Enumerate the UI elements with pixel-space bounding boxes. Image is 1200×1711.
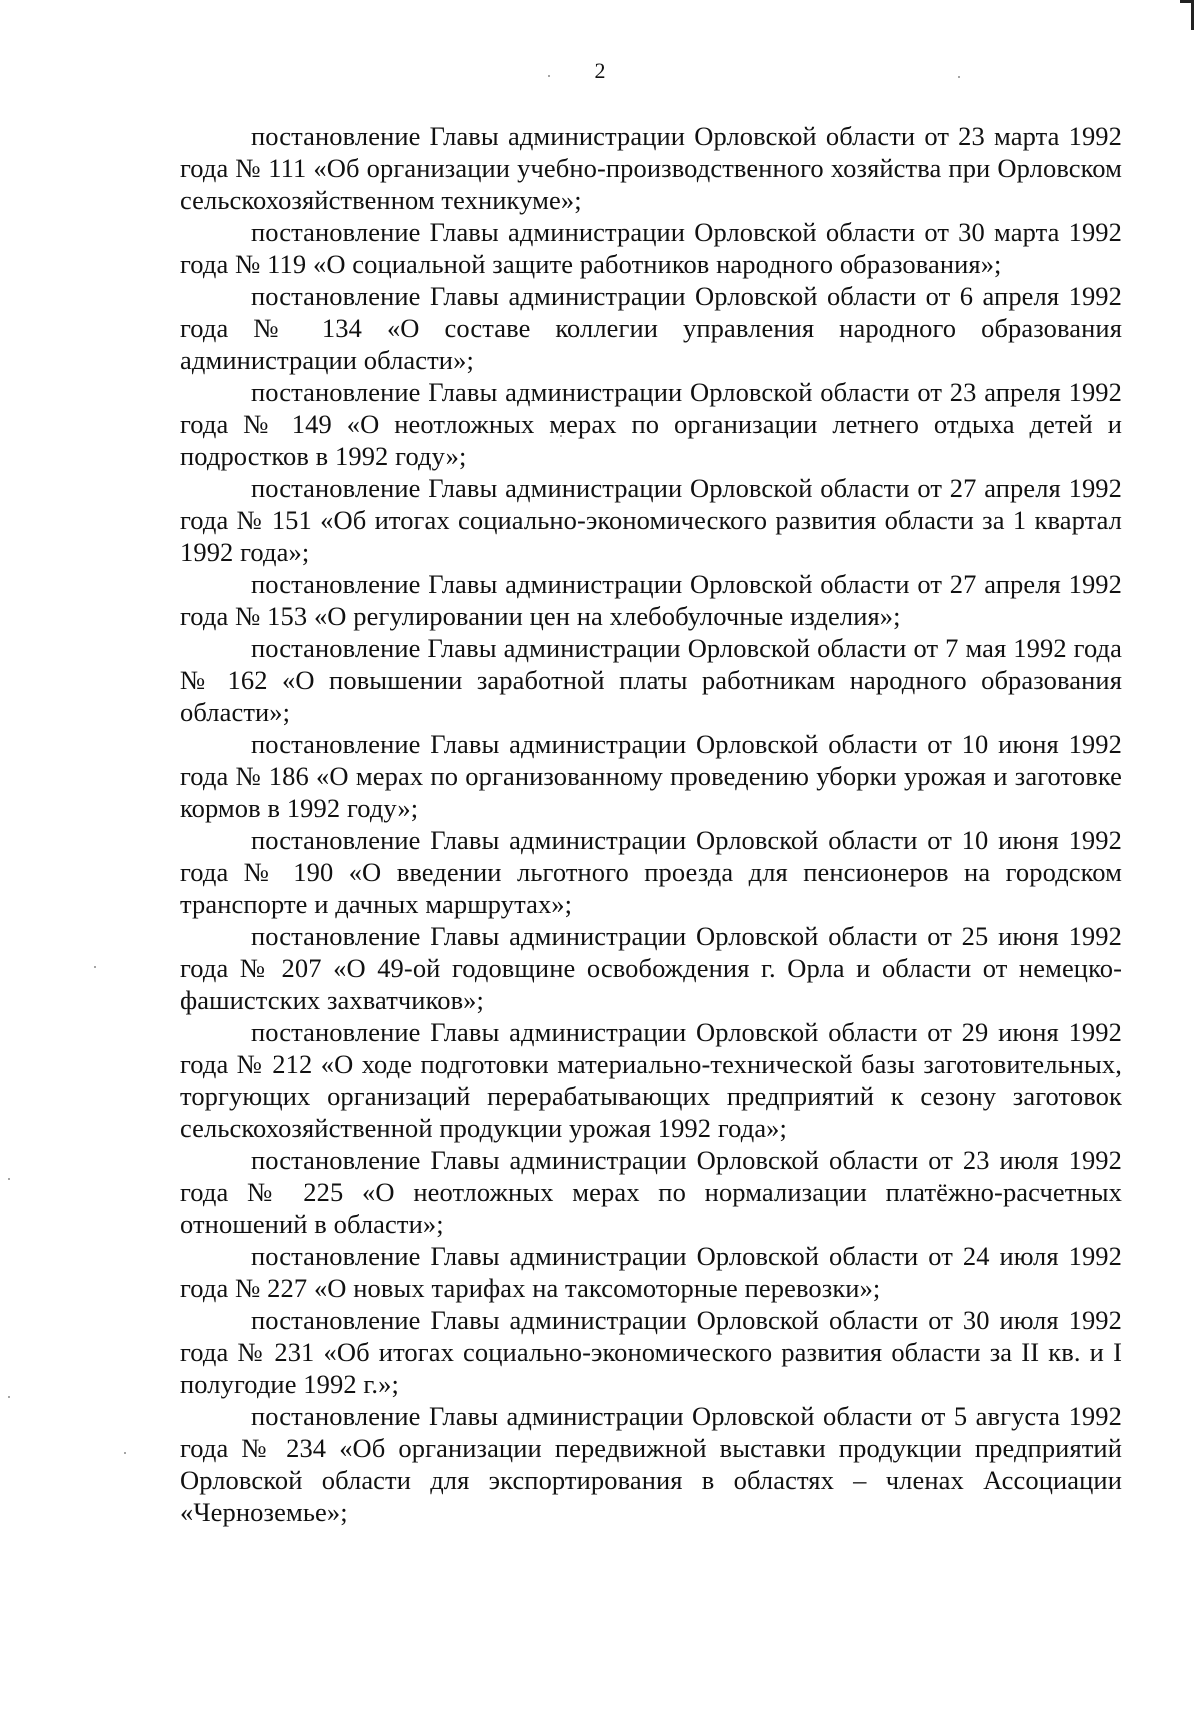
resolution-item: постановление Главы администрации Орловской области от 30 июля 1992 года № 231 «Об итогах социально-экономического развития области за II кв. и I полугодие 1992 г.»; <box>180 1305 1122 1399</box>
resolution-item: постановление Главы администрации Орловской области от 25 июня 1992 года № 207 «О 49-ой годовщине освобождения г. Орла и области от немецко-фашистских захватчиков»; <box>180 921 1122 1015</box>
resolution-item: постановление Главы администрации Орловской области от 6 апреля 1992 года № 134 «О составе коллегии управления народного образования администрации области»; <box>180 281 1122 375</box>
scan-speck <box>8 1396 10 1398</box>
scan-speck <box>94 966 96 968</box>
resolution-item: постановление Главы администрации Орловской области от 24 июля 1992 года № 227 «О новых тарифах на таксомоторные перевозки»; <box>180 1241 1122 1303</box>
resolution-item: постановление Главы администрации Орловской области от 29 июня 1992 года № 212 «О ходе подготовки материально-технической базы заготовительных, торгующих организаций перерабатывающих предприятий к сезону заготовок сельскохозяйственной продукции урожая 1992 года»; <box>180 1017 1122 1143</box>
resolution-item: постановление Главы администрации Орловской области от 5 августа 1992 года № 234 «Об организации передвижной выставки продукции предприятий Орловской области для экспортирования в областях – членах Ассоциации «Черноземье»; <box>180 1401 1122 1527</box>
resolution-item: постановление Главы администрации Орловской области от 27 апреля 1992 года № 151 «Об итогах социально-экономического развития области за 1 квартал 1992 года»; <box>180 473 1122 567</box>
resolution-item: постановление Главы администрации Орловской области от 7 мая 1992 года № 162 «О повышении заработной платы работникам народного образования области»; <box>180 633 1122 727</box>
resolution-item: постановление Главы администрации Орловской области от 10 июня 1992 года № 186 «О мерах по организованному проведению уборки урожая и заготовке кормов в 1992 году»; <box>180 729 1122 823</box>
resolution-item: постановление Главы администрации Орловской области от 10 июня 1992 года № 190 «О введении льготного проезда для пенсионеров на городском транспорте и дачных маршрутах»; <box>180 825 1122 919</box>
document-body <box>180 120 1122 1528</box>
scan-corner-mark <box>1187 0 1194 30</box>
page-number: 2 <box>594 58 606 83</box>
resolution-item: постановление Главы администрации Орловской области от 23 июля 1992 года № 225 «О неотложных мерах по нормализации платёжно-расчетных отношений в области»; <box>180 1145 1122 1239</box>
resolution-item: постановление Главы администрации Орловской области от 27 апреля 1992 года № 153 «О регулировании цен на хлебобулочные изделия»; <box>180 569 1122 631</box>
resolution-item: постановление Главы администрации Орловской области от 30 марта 1992 года № 119 «О социальной защите работников народного образования»; <box>180 217 1122 279</box>
scan-speck <box>8 1178 10 1180</box>
resolution-item: постановление Главы администрации Орловской области от 23 апреля 1992 года № 149 «О неотложных мерах по организации летнего отдыха детей и подростков в 1992 году»; <box>180 377 1122 471</box>
scan-speck <box>124 1452 126 1454</box>
resolution-item: постановление Главы администрации Орловской области от 23 марта 1992 года № 111 «Об организации учебно-производственного хозяйства при Орловском сельскохозяйственном техникуме»; <box>180 121 1122 215</box>
